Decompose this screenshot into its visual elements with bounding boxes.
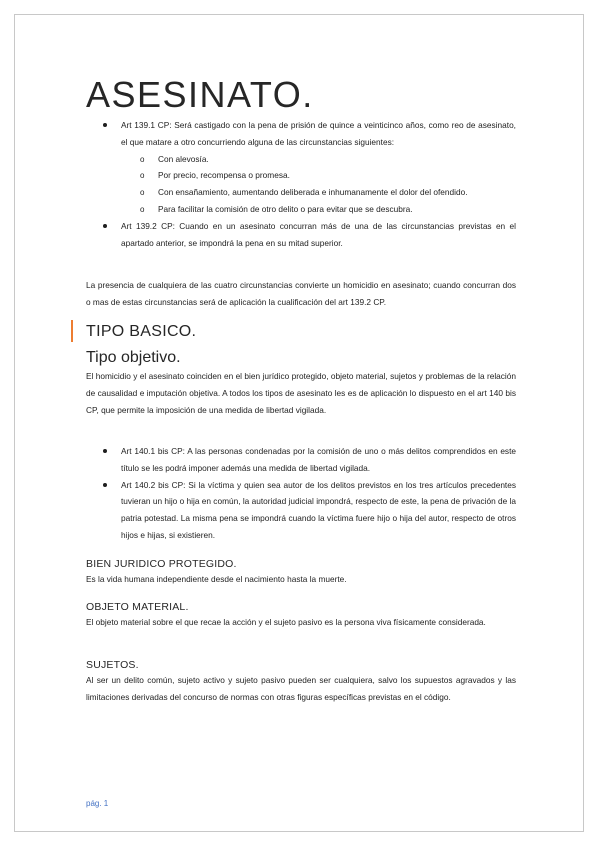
article-139-2: Art 139.2 CP: Cuando en un asesinato concurran más de una de las circunstancias previstas en el apartado anterior, se impondrá la pena en su mitad superior. <box>121 220 516 248</box>
article-list <box>86 117 516 251</box>
heading-bien-juridico: BIEN JURIDICO PROTEGIDO. <box>86 558 237 570</box>
bien-juridico-block <box>86 557 516 588</box>
circumstance-text: Para facilitar la comisión de otro delito o para evitar que se descubra. <box>158 203 413 214</box>
heading-tipo-objetivo: Tipo objetivo. <box>86 349 181 366</box>
list-item <box>86 117 516 151</box>
list-item <box>86 201 516 218</box>
sub-bullet-icon: o <box>140 188 145 198</box>
sujetos-text: Al ser un delito común, sujeto activo y sujeto pasivo pueden ser cualquiera, salvo los supuestos agravados y las limitaciones derivadas del concurso de normas con otras figuras específicas previstas en el código. <box>86 675 516 702</box>
list-item <box>86 151 516 168</box>
heading-sujetos: SUJETOS. <box>86 659 139 671</box>
list-item <box>86 184 516 201</box>
sub-bullet-icon: o <box>140 171 145 181</box>
sujetos-block <box>86 658 516 706</box>
article-140-2: Art 140.2 bis CP: Si la víctima y quien sea autor de los delitos previstos en los tres artículos precedentes tuvieran un hijo o hija en común, la autoridad judicial impondrá, respecto de este, la pena de privación de la patria potestad. La misma pena se impondrá cuando la víctima fuere hijo o hija del autor, respecto de otros hijos e hijas, si existieren. <box>121 479 516 540</box>
document-title: ASESINATO. <box>86 74 314 115</box>
list-item <box>86 443 516 477</box>
bullet-icon <box>103 449 107 453</box>
bullet-icon <box>103 224 107 228</box>
page-number: pág. 1 <box>86 799 109 808</box>
tipo-objetivo-paragraph: El homicidio y el asesinato coinciden en el bien jurídico protegido, objeto material, sujetos y problemas de la relación de causalidad e imputación objetiva. A todos los tipos de asesinato les es de aplicación lo dispuesto en el art 140 bis CP, que permite la imposición de una medida de libertad vigilada. <box>86 371 516 415</box>
bullet-icon <box>103 483 107 487</box>
bullet-icon <box>103 123 107 127</box>
intro-paragraph: La presencia de cualquiera de las cuatro circunstancias convierte un homicidio en asesinato; cuando concurran dos o mas de estas circunstancias será de aplicación la cualificación del art 139.2 CP. <box>86 280 516 307</box>
heading-accent-bar <box>71 320 73 342</box>
tipo-basico-block <box>86 322 516 342</box>
heading-tipo-basico: TIPO BASICO. <box>86 323 197 340</box>
tipo-objetivo-block <box>86 348 516 418</box>
heading-objeto-material: OBJETO MATERIAL. <box>86 601 189 613</box>
list-item <box>86 477 516 544</box>
list-item <box>86 167 516 184</box>
sub-bullet-icon: o <box>140 154 145 164</box>
circumstance-text: Por precio, recompensa o promesa. <box>158 170 290 181</box>
article-140-1: Art 140.1 bis CP: A las personas condenadas por la comisión de uno o más delitos comprendidos en este título se les podrá imponer además una medida de libertad vigilada. <box>121 446 516 473</box>
list-item <box>86 218 516 252</box>
intro-block <box>86 277 516 311</box>
circumstance-text: Con alevosía. <box>158 153 209 164</box>
objeto-material-text: El objeto material sobre el que recae la acción y el sujeto pasivo es la persona viva físicamente considerada. <box>86 617 486 627</box>
article-140-list <box>86 443 516 544</box>
bien-juridico-text: Es la vida humana independiente desde el nacimiento hasta la muerte. <box>86 574 347 584</box>
objeto-material-block <box>86 600 516 631</box>
circumstance-text: Con ensañamiento, aumentando deliberada e inhumanamente el dolor del ofendido. <box>158 187 468 198</box>
article-139-1: Art 139.1 CP: Será castigado con la pena de prisión de quince a veinticinco años, como reo de asesinato, el que matare a otro concurriendo alguna de las circunstancias siguientes: <box>121 120 516 147</box>
sub-bullet-icon: o <box>140 204 145 214</box>
